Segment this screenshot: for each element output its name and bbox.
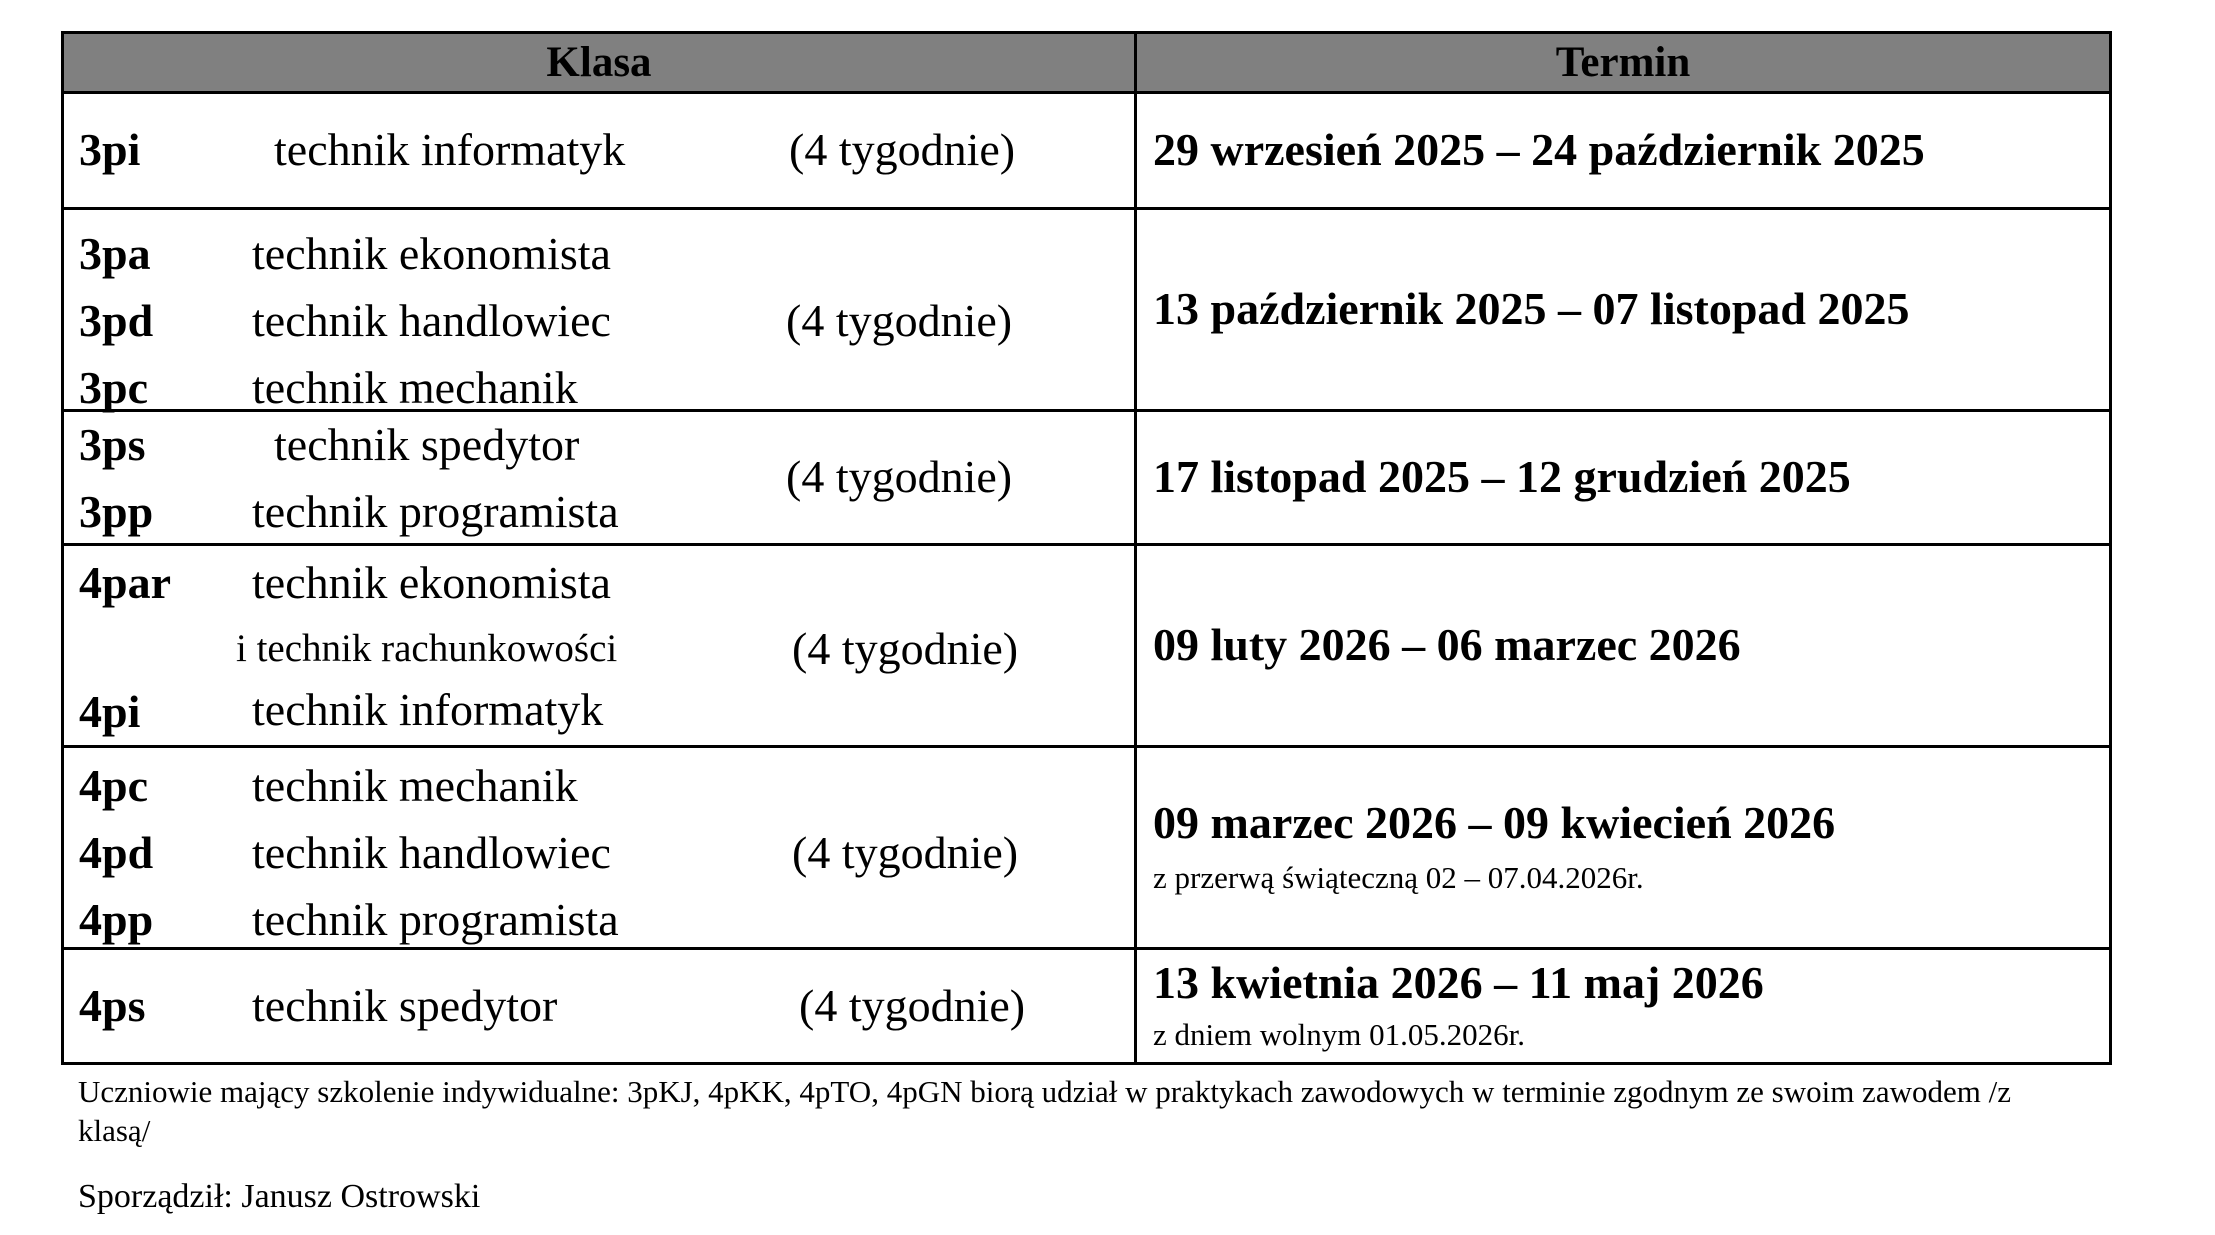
footer-note: Uczniowie mający szkolenie indywidualne: 3pKJ, 4pKK, 4pTO, 4pGN biorą udział w praktykach zawodowych w terminie zgodnym ze swoim zawodem /z klasą/ bbox=[78, 1074, 2011, 1149]
header-klasa: Klasa bbox=[63, 33, 1136, 93]
klasa-cell bbox=[63, 545, 1136, 747]
class-name: technik mechanik bbox=[252, 760, 578, 811]
duration: (4 tygodnie) bbox=[789, 124, 1016, 175]
duration: (4 tygodnie) bbox=[792, 827, 1019, 878]
klasa-cell bbox=[63, 747, 1136, 949]
term-dates: 09 marzec 2026 – 09 kwiecień 2026 bbox=[1153, 796, 1836, 848]
class-code: 3pi bbox=[79, 124, 141, 175]
class-name: technik mechanik bbox=[252, 362, 578, 413]
class-code: 3pc bbox=[79, 362, 148, 413]
table-row bbox=[63, 545, 2111, 747]
class-name: technik informatyk bbox=[252, 684, 604, 735]
header-row bbox=[63, 33, 2111, 93]
table-row bbox=[63, 93, 2111, 209]
term-note: z przerwą świąteczną 02 – 07.04.2026r. bbox=[1153, 860, 1644, 896]
class-name: technik ekonomista bbox=[252, 228, 611, 279]
class-code: 3pd bbox=[79, 295, 154, 346]
class-name: technik handlowiec bbox=[252, 295, 611, 346]
class-code: 4pp bbox=[79, 894, 154, 945]
table-row bbox=[63, 747, 2111, 949]
klasa-cell bbox=[63, 93, 1136, 209]
class-name: technik programista bbox=[252, 894, 619, 945]
termin-cell bbox=[1136, 411, 2111, 545]
klasa-cell bbox=[63, 209, 1136, 411]
schedule-table bbox=[61, 31, 2112, 1065]
term-dates: 29 wrzesień 2025 – 24 październik 2025 bbox=[1153, 124, 1925, 176]
klasa-cell bbox=[63, 949, 1136, 1064]
header-termin: Termin bbox=[1136, 33, 2111, 93]
class-name: technik informatyk bbox=[274, 124, 626, 175]
table-row bbox=[63, 209, 2111, 411]
duration: (4 tygodnie) bbox=[786, 295, 1013, 346]
class-code: 4pd bbox=[79, 827, 154, 878]
class-name-extra: i technik rachunkowości bbox=[236, 627, 618, 670]
termin-cell bbox=[1136, 747, 2111, 949]
class-name: technik programista bbox=[252, 486, 619, 537]
term-note: z dniem wolnym 01.05.2026r. bbox=[1153, 1016, 1525, 1052]
termin-cell bbox=[1136, 209, 2111, 411]
duration: (4 tygodnie) bbox=[799, 980, 1026, 1031]
footer-author: Sporządził: Janusz Ostrowski bbox=[78, 1178, 481, 1215]
klasa-cell bbox=[63, 411, 1136, 545]
class-code: 4pc bbox=[79, 760, 148, 811]
class-code: 4par bbox=[79, 557, 171, 608]
class-name: technik ekonomista bbox=[252, 557, 611, 608]
duration: (4 tygodnie) bbox=[792, 623, 1019, 674]
duration: (4 tygodnie) bbox=[786, 451, 1013, 502]
termin-cell bbox=[1136, 949, 2111, 1064]
term-dates: 17 listopad 2025 – 12 grudzień 2025 bbox=[1153, 451, 1851, 503]
class-code: 3ps bbox=[79, 419, 146, 470]
term-dates: 13 październik 2025 – 07 listopad 2025 bbox=[1153, 283, 1910, 335]
class-code: 3pa bbox=[79, 228, 151, 279]
term-dates: 13 kwietnia 2026 – 11 maj 2026 bbox=[1153, 957, 1764, 1009]
class-code: 4pi bbox=[79, 686, 141, 737]
term-dates: 09 luty 2026 – 06 marzec 2026 bbox=[1153, 619, 1741, 671]
class-name: technik spedytor bbox=[274, 419, 580, 470]
class-name: technik spedytor bbox=[252, 980, 558, 1031]
table-row bbox=[63, 411, 2111, 545]
class-name: technik handlowiec bbox=[252, 827, 611, 878]
class-code: 3pp bbox=[79, 486, 154, 537]
termin-cell bbox=[1136, 93, 2111, 209]
class-code: 4ps bbox=[79, 980, 146, 1031]
termin-cell bbox=[1136, 545, 2111, 747]
table-row bbox=[63, 949, 2111, 1064]
